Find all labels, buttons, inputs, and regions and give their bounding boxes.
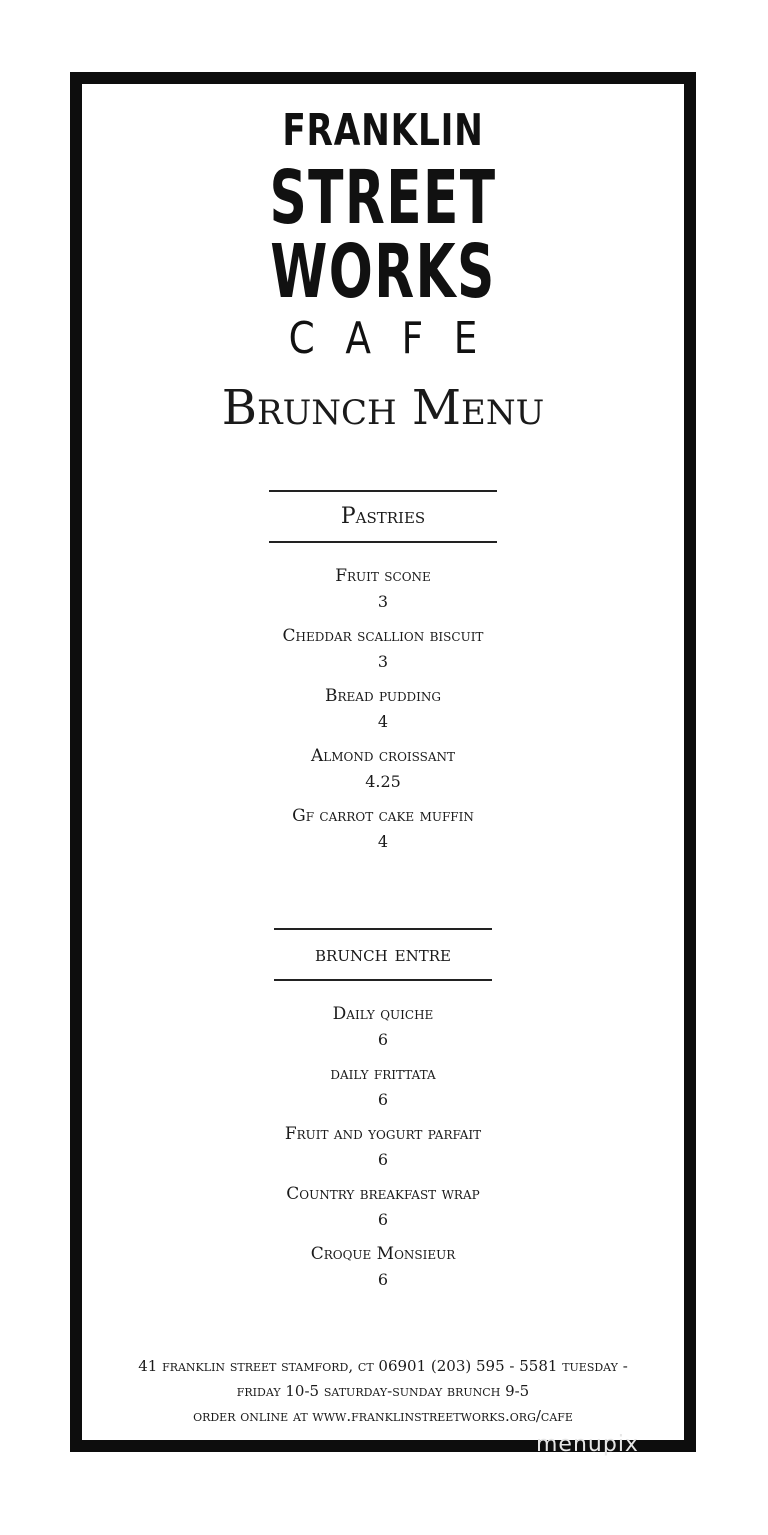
item-price: 4.25 — [365, 772, 401, 791]
item-name: Almond croissant — [310, 746, 456, 766]
logo-line-cafe: CAFE — [288, 313, 508, 364]
footer-address-line: 41 franklin street stamford, ct 06901 (203) 595 - 5581 tuesday - — [138, 1357, 628, 1375]
item-name: Gf carrot cake muffin — [292, 806, 474, 826]
item-name: Bread pudding — [324, 686, 442, 706]
logo-line-works: WORKS — [270, 229, 496, 315]
list-item — [82, 1121, 684, 1173]
logo-line-franklin: FRANKLIN — [282, 105, 484, 156]
cafe-logo — [82, 105, 684, 364]
item-name: daily frittata — [330, 1064, 436, 1084]
item-price: 6 — [377, 1030, 389, 1049]
logo-line-street: STREET — [269, 155, 497, 241]
footer-order-online-line: order online at www.franklinstreetworks.org/cafe — [193, 1407, 573, 1425]
item-price: 3 — [377, 592, 389, 611]
list-item — [82, 683, 684, 735]
section-brunch-entre — [82, 928, 684, 1301]
list-item — [82, 1061, 684, 1113]
item-price: 4 — [377, 712, 389, 731]
menu-frame — [70, 72, 696, 1452]
list-item — [82, 1181, 684, 1233]
item-price: 3 — [377, 652, 389, 671]
list-item — [82, 1241, 684, 1293]
item-name: Country breakfast wrap — [286, 1184, 480, 1204]
item-price: 6 — [377, 1150, 389, 1169]
section-title-brunch-entre: brunch entre — [274, 928, 492, 981]
menu-title: Brunch Menu — [221, 380, 545, 436]
item-price: 6 — [377, 1090, 389, 1109]
footer-hours-line: friday 10-5 saturday-sunday brunch 9-5 — [236, 1382, 530, 1400]
list-item — [82, 623, 684, 675]
item-name: Daily quiche — [332, 1004, 434, 1024]
item-name: Fruit and yogurt parfait — [284, 1124, 482, 1144]
list-item — [82, 563, 684, 615]
watermark: menupix — [536, 1432, 639, 1457]
entre-list — [82, 1001, 684, 1293]
item-name: Fruit scone — [335, 566, 431, 586]
list-item — [82, 803, 684, 855]
item-price: 6 — [377, 1270, 389, 1289]
list-item — [82, 1001, 684, 1053]
item-name: Cheddar scallion biscuit — [282, 626, 484, 646]
section-title-pastries: Pastries — [269, 490, 497, 543]
section-pastries — [82, 490, 684, 863]
item-name: Croque Monsieur — [310, 1244, 456, 1264]
list-item — [82, 743, 684, 795]
item-price: 4 — [377, 832, 389, 851]
footer-contact-info — [88, 1354, 678, 1429]
pastries-list — [82, 563, 684, 855]
item-price: 6 — [377, 1210, 389, 1229]
